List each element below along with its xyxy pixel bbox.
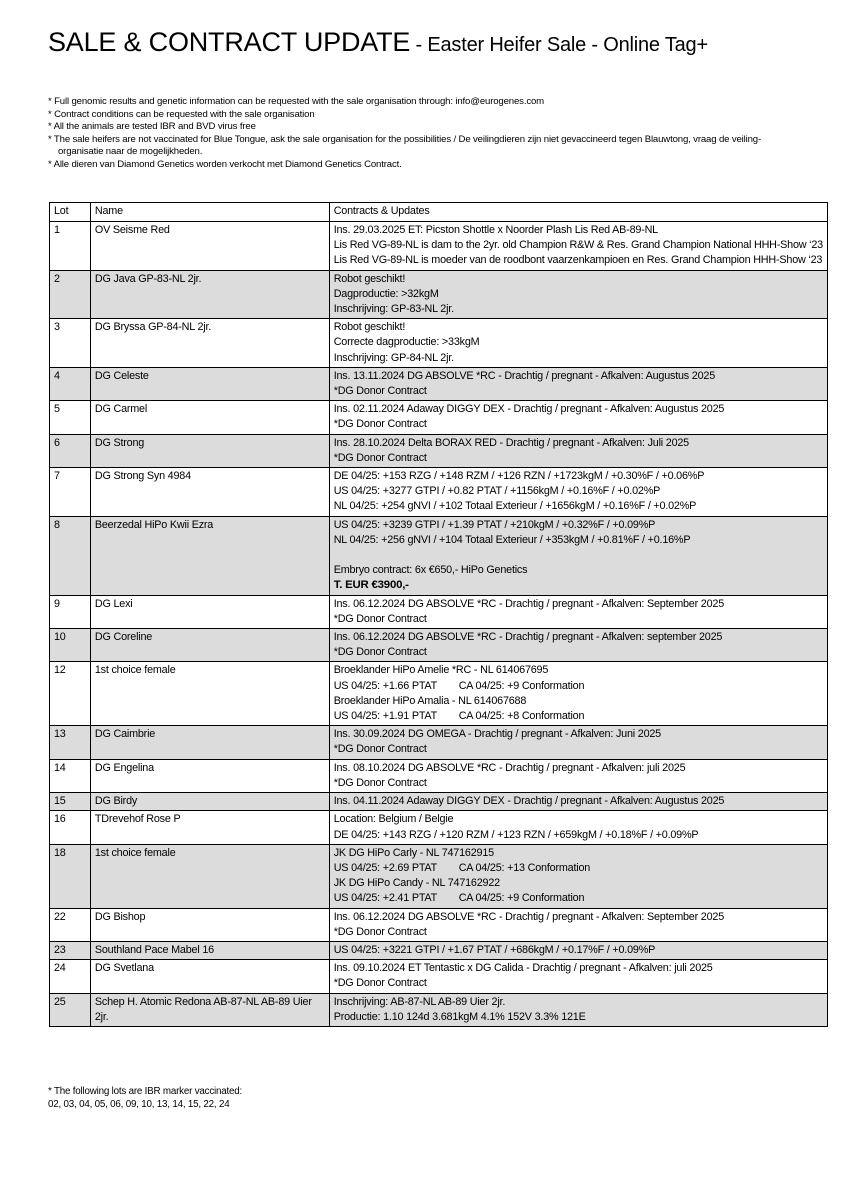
table-row	[50, 629, 828, 662]
contract-line: Broeklander HiPo Amalia - NL 614067688	[333, 694, 527, 707]
note-line: * The sale heifers are not vaccinated for Blue Tongue, ask the sale organisation for the possibilities / De veilingdieren zijn niet gevaccineerd tegen Blauwtong, vraag de veiling-	[48, 133, 762, 145]
table-row	[50, 401, 828, 434]
contracts-cell	[329, 811, 827, 844]
lot-cell: 9	[50, 595, 91, 628]
table-row	[50, 662, 828, 726]
table-row	[50, 468, 828, 517]
contract-line-part: US 04/25: +2.69 PTAT	[333, 861, 438, 874]
contract-line-part: US 04/25: +1.91 PTAT	[333, 710, 438, 723]
header-lot: Lot	[50, 203, 91, 222]
footer-note: * The following lots are IBR marker vaccinated:	[48, 1086, 243, 1097]
contracts-cell	[329, 908, 827, 941]
table-row	[50, 434, 828, 467]
name-cell: DG Strong	[90, 434, 329, 467]
title-separator: -	[410, 34, 428, 56]
contract-line: Inschrijving: GP-84-NL 2jr.	[333, 351, 454, 364]
name-cell: Beerzedal HiPo Kwii Ezra	[90, 516, 329, 595]
name-cell: DG Coreline	[90, 629, 329, 662]
contract-line: *DG Donor Contract	[333, 925, 427, 938]
contract-line: Embryo contract: 6x €650,- HiPo Genetics	[333, 564, 528, 577]
table-row	[50, 270, 828, 319]
name-cell: DG Strong Syn 4984	[90, 468, 329, 517]
note-line: organisatie naar de mogelijkheden.	[58, 146, 203, 158]
name-cell: OV Seisme Red	[90, 222, 329, 271]
contract-line: Ins. 06.12.2024 DG ABSOLVE *RC - Drachtig / pregnant - Afkalven: September 2025	[333, 910, 725, 923]
page-title	[48, 27, 708, 58]
table-row	[50, 993, 828, 1026]
contract-line: *DG Donor Contract	[333, 418, 427, 431]
contract-line: *DG Donor Contract	[333, 776, 427, 789]
header-contracts: Contracts & Updates	[329, 203, 827, 222]
lot-cell: 23	[50, 941, 91, 959]
contracts-cell	[329, 726, 827, 759]
contract-line: *DG Donor Contract	[333, 977, 427, 990]
contract-line: *DG Donor Contract	[333, 612, 427, 625]
table-row	[50, 726, 828, 759]
contracts-cell	[329, 844, 827, 908]
lot-cell: 16	[50, 811, 91, 844]
contract-line: Ins. 06.12.2024 DG ABSOLVE *RC - Drachtig / pregnant - Afkalven: September 2025	[333, 597, 725, 610]
name-cell: DG Carmel	[90, 401, 329, 434]
header-name: Name	[90, 203, 329, 222]
contract-line: Lis Red VG-89-NL is dam to the 2yr. old Champion R&W & Res. Grand Champion National HHH-Show ‘23	[333, 239, 823, 252]
name-cell: DG Engelina	[90, 759, 329, 792]
name-cell: DG Celeste	[90, 367, 329, 400]
contract-line-part: CA 04/25: +9 Conformation	[458, 892, 585, 905]
contract-line: JK DG HiPo Carly - NL 747162915	[333, 846, 494, 859]
contracts-cell	[329, 222, 827, 271]
contracts-cell	[329, 629, 827, 662]
contract-line-part: US 04/25: +1.66 PTAT	[333, 679, 438, 692]
lot-cell: 8	[50, 516, 91, 595]
lot-cell: 4	[50, 367, 91, 400]
contract-line: Ins. 08.10.2024 DG ABSOLVE *RC - Drachtig / pregnant - Afkalven: juli 2025	[333, 761, 686, 774]
contract-line: NL 04/25: +256 gNVI / +104 Totaal Exterieur / +353kgM / +0.81%F / +0.16%P	[333, 533, 691, 546]
contracts-cell	[329, 595, 827, 628]
lot-cell: 22	[50, 908, 91, 941]
contract-line: US 04/25: +3221 GTPI / +1.67 PTAT / +686kgM / +0.17%F / +0.09%P	[333, 943, 656, 956]
note-line: * Alle dieren van Diamond Genetics worden verkocht met Diamond Genetics Contract.	[48, 158, 402, 170]
contracts-cell	[329, 941, 827, 959]
contract-line: DE 04/25: +153 RZG / +148 RZM / +126 RZN / +1723kgM / +0.30%F / +0.06%P	[333, 470, 705, 483]
lot-cell: 24	[50, 960, 91, 993]
note-line: * Full genomic results and genetic information can be requested with the sale organisation through: info@eurogenes.com	[48, 96, 545, 107]
contracts-cell	[329, 516, 827, 595]
contract-line: *DG Donor Contract	[333, 646, 427, 659]
table-row	[50, 811, 828, 844]
table-row	[50, 759, 828, 792]
contract-line: Lis Red VG-89-NL is moeder van de roodbont vaarzenkampioen en Res. Grand Champion HHH-Show ‘23	[333, 254, 823, 267]
contract-line: *DG Donor Contract	[333, 385, 427, 398]
contract-line-part: CA 04/25: +8 Conformation	[458, 710, 585, 723]
lot-cell: 12	[50, 662, 91, 726]
contract-line: Ins. 28.10.2024 Delta BORAX RED - Drachtig / pregnant - Afkalven: Juli 2025	[333, 436, 689, 449]
contract-line: DE 04/25: +143 RZG / +120 RZM / +123 RZN / +659kgM / +0.18%F / +0.09%P	[333, 828, 699, 841]
contract-line	[334, 861, 823, 876]
lot-cell: 15	[50, 793, 91, 811]
table-row	[50, 595, 828, 628]
lot-cell: 1	[50, 222, 91, 271]
name-cell: DG Lexi	[90, 595, 329, 628]
contracts-cell	[329, 993, 827, 1026]
contracts-cell	[329, 270, 827, 319]
table-row	[50, 222, 828, 271]
contract-line: Broeklander HiPo Amelie *RC - NL 614067695	[333, 664, 549, 677]
contract-line: Ins. 13.11.2024 DG ABSOLVE *RC - Drachtig / pregnant - Afkalven: Augustus 2025	[333, 369, 716, 382]
name-cell: 1st choice female	[90, 662, 329, 726]
contract-line: Productie: 1.10 124d 3.681kgM 4.1% 152V 3.3% 121E	[333, 1010, 586, 1023]
name-cell: DG Svetlana	[90, 960, 329, 993]
contract-line: Location: Belgium / Belgie	[333, 813, 454, 826]
table-row	[50, 793, 828, 811]
contract-line: Ins. 06.12.2024 DG ABSOLVE *RC - Drachtig / pregnant - Afkalven: september 2025	[333, 631, 723, 644]
footer	[48, 1085, 242, 1111]
lot-cell: 10	[50, 629, 91, 662]
title-subtitle: Easter Heifer Sale - Online Tag+	[427, 34, 708, 56]
table-row	[50, 367, 828, 400]
contract-line-part: CA 04/25: +9 Conformation	[458, 679, 585, 692]
name-cell: DG Bryssa GP-84-NL 2jr.	[90, 319, 329, 368]
lot-cell: 25	[50, 993, 91, 1026]
lots-table	[49, 202, 828, 1027]
contract-line	[334, 548, 823, 563]
footer-lots: 02, 03, 04, 05, 06, 09, 10, 13, 14, 15, 22, 24	[48, 1099, 230, 1110]
lot-cell: 14	[50, 759, 91, 792]
contract-line-part: US 04/25: +2.41 PTAT	[333, 892, 438, 905]
table-body	[50, 222, 828, 1027]
contracts-cell	[329, 319, 827, 368]
lot-cell: 13	[50, 726, 91, 759]
name-cell: DG Birdy	[90, 793, 329, 811]
contracts-cell	[329, 468, 827, 517]
contract-line	[334, 891, 823, 906]
name-cell: Southland Pace Mabel 16	[90, 941, 329, 959]
contracts-cell	[329, 434, 827, 467]
contract-line: Robot geschikt!	[333, 321, 406, 334]
name-cell: DG Caimbrie	[90, 726, 329, 759]
contract-line: Robot geschikt!	[333, 272, 406, 285]
name-cell: TDrevehof Rose P	[90, 811, 329, 844]
contract-line: US 04/25: +3277 GTPI / +0.82 PTAT / +1156kgM / +0.16%F / +0.02%P	[333, 485, 661, 498]
contracts-cell	[329, 960, 827, 993]
lot-cell: 2	[50, 270, 91, 319]
name-cell: DG Bishop	[90, 908, 329, 941]
note-line: * All the animals are tested IBR and BVD virus free	[48, 121, 256, 133]
lot-cell: 18	[50, 844, 91, 908]
lot-cell: 7	[50, 468, 91, 517]
contract-line: Inschrijving: AB-87-NL AB-89 Uier 2jr.	[333, 995, 506, 1008]
table-row	[50, 516, 828, 595]
contract-line: Inschrijving: GP-83-NL 2jr.	[333, 303, 454, 316]
lot-cell: 3	[50, 319, 91, 368]
note-line: * Contract conditions can be requested with the sale organisation	[48, 108, 315, 120]
contract-line: Ins. 02.11.2024 Adaway DIGGY DEX - Drachtig / pregnant - Afkalven: Augustus 2025	[333, 403, 725, 416]
contract-line: T. EUR €3900,-	[333, 579, 409, 592]
table-row	[50, 844, 828, 908]
contract-line: JK DG HiPo Candy - NL 747162922	[333, 877, 500, 890]
lot-cell: 6	[50, 434, 91, 467]
contract-line: Dagproductie: >32kgM	[333, 287, 439, 300]
contract-line	[334, 679, 823, 694]
contracts-cell	[329, 401, 827, 434]
contract-line: Ins. 30.09.2024 DG OMEGA - Drachtig / pregnant - Afkalven: Juni 2025	[333, 728, 661, 741]
notes-list	[48, 96, 838, 172]
contract-line: Correcte dagproductie: >33kgM	[333, 336, 480, 349]
table-row	[50, 941, 828, 959]
contract-line: US 04/25: +3239 GTPI / +1.39 PTAT / +210kgM / +0.32%F / +0.09%P	[333, 518, 656, 531]
contract-line	[334, 709, 823, 724]
table-row	[50, 908, 828, 941]
name-cell: DG Java GP-83-NL 2jr.	[90, 270, 329, 319]
contracts-cell	[329, 367, 827, 400]
table-header-row	[50, 203, 828, 222]
lot-cell: 5	[50, 401, 91, 434]
contract-line: Ins. 29.03.2025 ET: Picston Shottle x Noorder Plash Lis Red AB-89-NL	[333, 224, 658, 236]
contracts-cell	[329, 759, 827, 792]
name-cell: 1st choice female	[90, 844, 329, 908]
title-main: SALE & CONTRACT UPDATE	[48, 27, 411, 57]
name-cell: Scheр H. Atomic Redona AB-87-NL AB-89 Uier 2jr.	[90, 993, 329, 1026]
contract-line: *DG Donor Contract	[333, 451, 427, 464]
contract-line: NL 04/25: +254 gNVI / +102 Totaal Exterieur / +1656kgM / +0.16%F / +0.02%P	[333, 500, 697, 513]
contract-line: Ins. 04.11.2024 Adaway DIGGY DEX - Drachtig / pregnant - Afkalven: Augustus 2025	[333, 795, 725, 808]
table-row	[50, 960, 828, 993]
contract-line: *DG Donor Contract	[333, 743, 427, 756]
contracts-cell	[329, 793, 827, 811]
table-row	[50, 319, 828, 368]
contract-line-part: CA 04/25: +13 Conformation	[458, 861, 591, 874]
contract-line: Ins. 09.10.2024 ET Tentastic x DG Calida - Drachtig / pregnant - Afkalven: juli 2025	[333, 962, 713, 975]
contracts-cell	[329, 662, 827, 726]
